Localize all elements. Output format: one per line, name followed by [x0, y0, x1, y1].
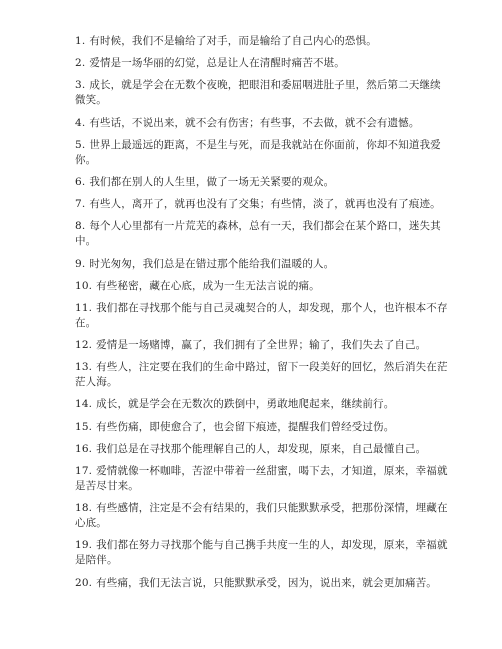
item-text: 成长，就是学会在无数个夜晚，把眼泪和委屈咽进肚子里，然后第二天继续微笑。: [75, 79, 441, 107]
list-item: [75, 138, 451, 168]
quote-list: [75, 34, 451, 598]
item-text: 有些话，不说出来，就不会有伤害；有些事，不去做，就不会有遗憾。: [89, 116, 420, 129]
item-text: 有些感情，注定是不会有结果的，我们只能默默承受，把那份深情，埋藏在心底。: [75, 502, 448, 530]
list-item: [75, 116, 451, 131]
item-text: 有些人，离开了，就再也没有了交集；有些情，淡了，就再也没有了痕迹。: [89, 198, 441, 211]
item-text: 每个人心里都有一片荒芜的森林，总有一天，我们都会在某个路口，迷失其中。: [75, 220, 441, 248]
list-item: [75, 338, 451, 353]
list-item: [75, 501, 451, 531]
item-number: 16.: [75, 442, 93, 455]
item-text: 爱情是一场赌博，赢了，我们拥有了全世界；输了，我们失去了自己。: [96, 339, 427, 352]
item-number: 11.: [75, 301, 93, 314]
item-number: 7.: [75, 198, 86, 211]
item-number: 1.: [75, 35, 86, 47]
item-text: 我们都在寻找那个能与自己灵魂契合的人，却发现，那个人，也许根本不存在。: [75, 301, 448, 329]
item-number: 6.: [75, 175, 86, 188]
item-text: 爱情就像一杯咖啡，苦涩中带着一丝甜蜜，喝下去，才知道，原来，幸福就是苦尽甘来。: [75, 465, 448, 492]
list-item: [75, 464, 451, 494]
list-item: [75, 257, 451, 272]
item-number: 15.: [75, 420, 93, 433]
item-number: 17.: [75, 465, 93, 477]
item-number: 19.: [75, 539, 93, 552]
item-number: 8.: [75, 220, 86, 233]
item-text: 成长，就是学会在无数次的跌倒中，勇敢地爬起来，继续前行。: [96, 398, 395, 411]
list-item: [75, 360, 451, 390]
item-number: 9.: [75, 257, 86, 270]
list-item: [75, 576, 451, 591]
item-text: 我们总是在寻找那个能理解自己的人，却发现，原来，自己最懂自己。: [96, 442, 427, 455]
list-item: [75, 442, 451, 457]
item-number: 14.: [75, 398, 93, 411]
item-text: 爱情是一场华丽的幻觉，总是让人在清醒时痛苦不堪。: [89, 57, 345, 70]
list-item: [75, 538, 451, 568]
item-number: 2.: [75, 57, 86, 70]
item-text: 有些伤痛，即使愈合了，也会留下痕迹，提醒我们曾经受过伤。: [96, 420, 395, 433]
item-text: 有时候，我们不是输给了对手，而是输给了自己内心的恐惧。: [89, 35, 377, 47]
list-item: [75, 56, 451, 71]
list-item: [75, 78, 451, 108]
list-item: [75, 397, 451, 412]
item-number: 10.: [75, 279, 93, 292]
item-text: 我们都在别人的人生里，做了一场无关紧要的观众。: [89, 175, 335, 188]
list-item: [75, 420, 451, 435]
item-text: 我们都在努力寻找那个能与自己携手共度一生的人，却发现，原来，幸福就是陪伴。: [75, 539, 448, 567]
list-item: [75, 34, 451, 49]
list-item: [75, 219, 451, 249]
list-item: [75, 279, 451, 294]
item-text: 时光匆匆，我们总是在错过那个能给我们温暖的人。: [89, 257, 335, 270]
item-number: 4.: [75, 116, 86, 129]
item-text: 有些人，注定要在我们的生命中路过，留下一段美好的回忆，然后消失在茫茫人海。: [75, 361, 448, 389]
list-item: [75, 301, 451, 331]
item-number: 13.: [75, 361, 93, 374]
list-item: [75, 175, 451, 190]
item-text: 世界上最遥远的距离，不是生与死，而是我就站在你面前，你却不知道我爱你。: [75, 138, 441, 166]
list-item: [75, 197, 451, 212]
item-text: 有些秘密，藏在心底，成为一生无法言说的痛。: [96, 279, 320, 292]
item-number: 5.: [75, 138, 86, 151]
item-number: 12.: [75, 339, 93, 352]
item-number: 20.: [75, 576, 93, 589]
item-number: 18.: [75, 502, 93, 515]
item-number: 3.: [75, 79, 86, 92]
item-text: 有些痛，我们无法言说，只能默默承受，因为，说出来，就会更加痛苦。: [96, 576, 437, 589]
